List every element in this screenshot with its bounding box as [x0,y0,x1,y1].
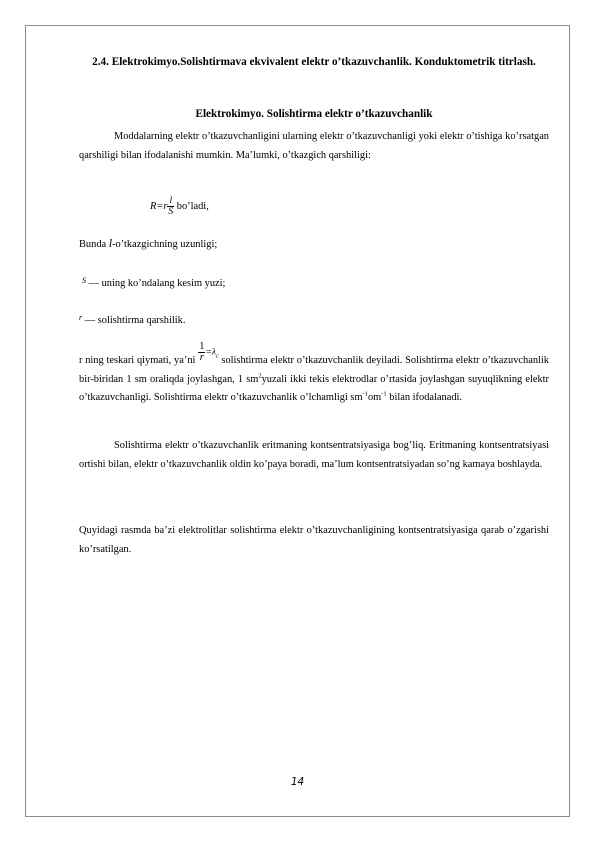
sup-minus-1b: -1 [381,390,387,398]
definition-l-text: -o’tkazgichning uzunligi; [112,239,218,250]
definition-r-text: — solishtirma qarshilik. [84,315,186,326]
subtitle: Elektrokimyo. Solishtirma elektr o’tkazuvchanlik [195,108,433,120]
formula-numerator: l [167,196,174,207]
paragraph-conductivity [79,340,549,408]
paragraph-conductivity-rest4: bilan ifodalanadi. [386,392,462,403]
formula-suffix: bo’ladi, [176,201,209,212]
conductivity-denominator: r [199,351,204,363]
sup-2: 2 [258,372,262,380]
definition-l [79,235,217,253]
definition-r-symbol: r [79,313,83,322]
conductivity-numerator: 1 [199,340,205,352]
paragraph-concentration [79,437,549,474]
resistance-formula [150,187,209,217]
paragraph-figure-intro [79,522,549,559]
conductivity-formula [198,342,218,366]
definition-r [79,310,185,329]
paragraph-conductivity-rest2: yuzali ikki tekis elektrodlar o’rtasida joylashgan suyuqlikning elektr o’tkazuvchanligi. Solishtirma elektr o’tkazuvchanlik o’lchamligi sm [79,373,549,403]
paragraph-figure-intro-text: Quyidagi rasmda ba’zi elektrolitlar solishtirma elektr o’tkazuvchanligining kontsentratsiyasiga qarab o’zgarishi ko’rsatilgan. [79,525,549,555]
definition-s [82,273,225,292]
paragraph-conductivity-rest1: solishtirma elektr o’tkazuvchanlik deyiladi. Solishtirma elektr o’tkazuvchanlik bir-biridan 1 sm oraliqda joylashgan, 1 sm [79,355,549,385]
section-title: 2.4. Elektrokimyo.Solishtirmava ekvivalent elektr o’tkazuvchanlik. Konduktometrik titrlash. [92,56,536,68]
definition-s-symbol: S [82,276,86,285]
page-number: 14 [290,776,305,788]
paragraph-concentration-text: Solishtirma elektr o’tkazuvchanlik eritmaning kontsentratsiyasiga bog’liq. Eritmaning kontsentratsiyasi ortishi bilan, elektr o’tkazuvchanlik oldin ko’paya boradi, ma’lum kontsentratsiyadan so’ng kamaya boshlayda. [79,440,549,470]
definition-l-symbol: l [108,236,113,250]
formula-lhs: R=r [150,201,168,212]
definition-s-text: — uning ko’ndalang kesim yuzi; [88,278,226,289]
definition-l-prefix: Bunda [79,239,109,250]
paragraph-intro-text: Moddalarning elektr o’tkazuvchanligini ularning elektr o’tkazuvchanligi yoki elektr o’tishiga ko’rsatgan qarshiligi bilan ifodalanishi mumkin. Ma’lumki, o’tkazgich qarshiligi: [79,131,549,161]
conductivity-eq: =λ [205,347,216,358]
paragraph-conductivity-rest3: om [367,392,382,403]
sup-minus-1a: -1 [362,390,368,398]
formula-denominator: S [168,207,174,218]
conductivity-sub: c [215,353,219,360]
paragraph-intro [79,128,549,165]
formula-fraction [167,196,174,217]
paragraph-conductivity-start: r ning teskari qiymati, ya’ni [79,355,196,366]
